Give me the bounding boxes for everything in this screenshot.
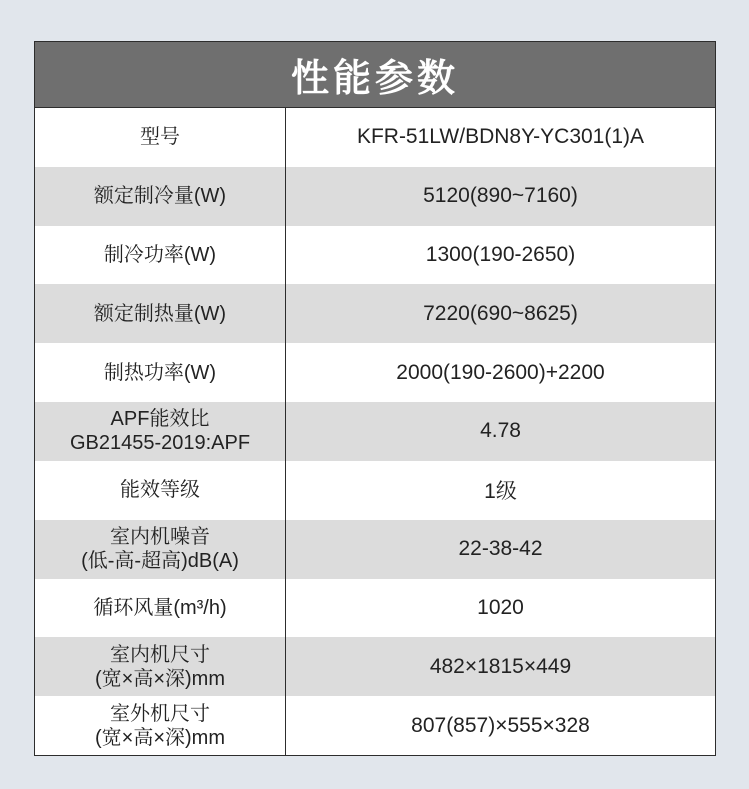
row-label-line: 室内机噪音 [110,526,210,549]
row-label [35,402,286,461]
row-label [35,226,286,285]
row-label [35,520,286,579]
table-row [35,284,715,343]
table-row [35,402,715,461]
spec-table [34,41,716,756]
row-label-line: GB21455-2019:APF [69,432,251,455]
row-value: 22-38-42 [458,537,543,561]
table-row [35,226,715,285]
row-value: 7220(690~8625) [423,301,578,325]
row-label-line: 室外机尺寸 [110,702,210,725]
table-row [35,696,715,755]
row-label [35,343,286,402]
row-label-line: 制热功率(W) [103,361,217,384]
row-label-line: 额定制热量(W) [93,302,227,325]
table-title: 性能参数 [35,42,715,108]
row-value: 1020 [477,595,524,619]
table-row [35,579,715,638]
row-value: 4.78 [480,419,521,443]
row-label-line: 循环风量(m³/h) [93,596,227,619]
table-row [35,343,715,402]
row-label-line: (宽×高×深)mm [95,726,225,749]
row-label-line: 能效等级 [120,479,200,502]
row-label-line: 额定制冷量(W) [93,185,227,208]
row-label-line: (低-高-超高)dB(A) [81,550,239,573]
table-row [35,461,715,520]
row-label-line: 室内机尺寸 [110,643,210,666]
row-value: 1300(190-2650) [425,243,576,267]
table-row [35,520,715,579]
row-label [35,696,286,755]
table-row [35,637,715,696]
row-value: 807(857)×555×328 [411,713,590,737]
row-label [35,167,286,226]
table-row [35,108,715,167]
row-value: 5120(890~7160) [423,184,578,208]
row-label [35,108,286,167]
row-value: KFR-51LW/BDN8Y-YC301(1)A [356,125,645,149]
row-label [35,284,286,343]
table-row [35,167,715,226]
row-label-line: 型号 [140,126,180,149]
row-label [35,461,286,520]
row-label-line: APF能效比 [110,408,210,431]
spec-rows [35,108,715,755]
row-label [35,579,286,638]
row-label-line: 制冷功率(W) [103,244,217,267]
row-label-line: (宽×高×深)mm [95,667,225,690]
row-value: 2000(190-2600)+2200 [396,360,605,384]
row-value: 1级 [484,480,517,504]
row-value: 482×1815×449 [429,654,572,678]
row-label [35,637,286,696]
